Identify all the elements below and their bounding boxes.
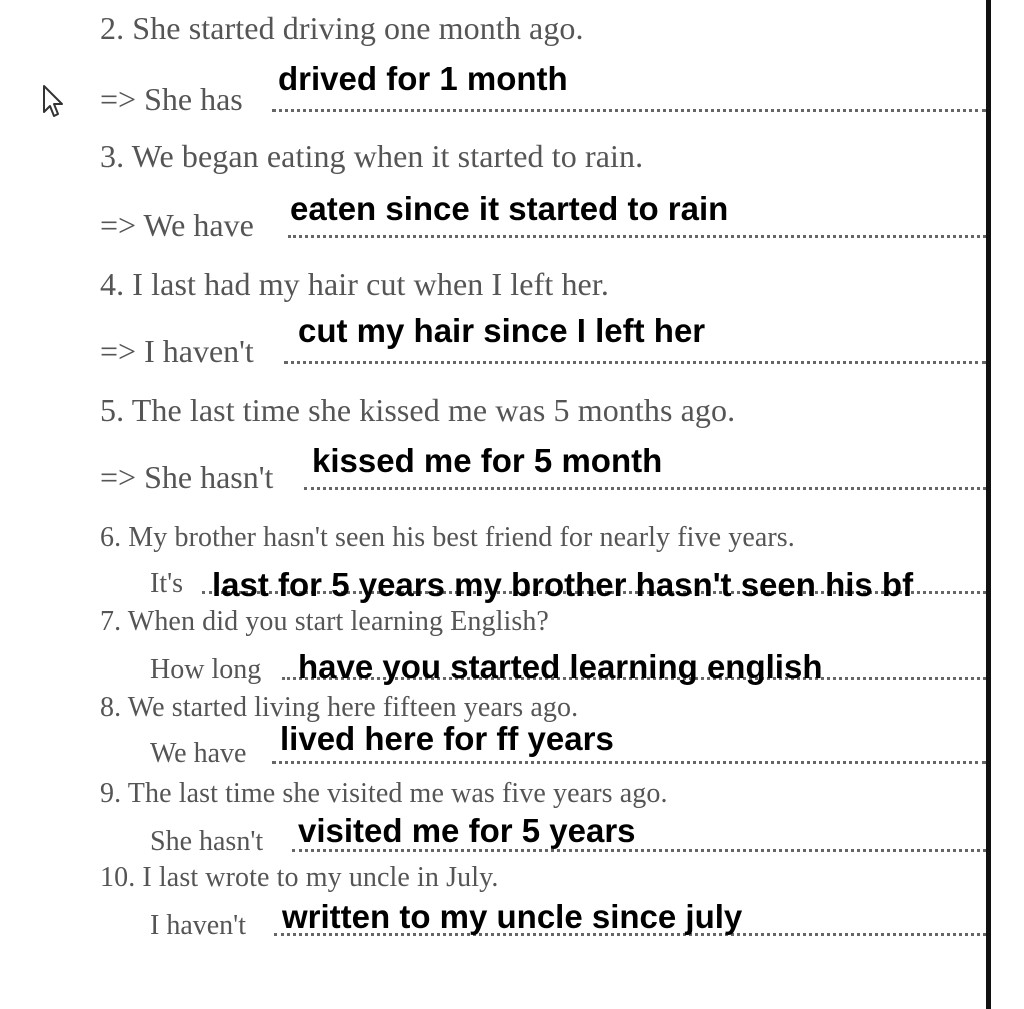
- question-4: 4. I last had my hair cut when I left her.: [100, 266, 609, 302]
- answer-line-5: [100, 442, 986, 496]
- page-edge-divider: [986, 0, 991, 1009]
- answer-text-4[interactable]: cut my hair since I left her: [298, 312, 706, 349]
- answer-line-8: [150, 720, 986, 770]
- answer-text-8[interactable]: lived here for ff years: [280, 720, 614, 757]
- answer-line-7: [150, 644, 986, 686]
- answer-prefix-9: She hasn't: [150, 826, 264, 857]
- answer-text-10[interactable]: written to my uncle since july: [282, 898, 743, 935]
- question-5: 5. The last time she kissed me was 5 months ago.: [100, 392, 736, 428]
- question-10: 10. I last wrote to my uncle in July.: [100, 862, 499, 893]
- answer-prefix-3: => We have: [100, 207, 254, 243]
- answer-text-3[interactable]: eaten since it started to rain: [290, 190, 729, 227]
- answer-blank-4: [284, 361, 986, 364]
- answer-line-10: [150, 900, 986, 942]
- question-3: 3. We began eating when it started to rain.: [100, 138, 644, 174]
- question-7: 7. When did you start learning English?: [100, 606, 549, 637]
- answer-line-2: [100, 60, 986, 118]
- question-2: 2. She started driving one month ago.: [100, 10, 584, 46]
- answer-prefix-6: It's: [150, 568, 184, 599]
- mouse-pointer-icon: [42, 84, 64, 118]
- answer-blank-8: [272, 761, 986, 764]
- answer-text-2[interactable]: drived for 1 month: [278, 60, 568, 97]
- answer-prefix-10: I haven't: [150, 910, 247, 941]
- answer-line-3: [100, 190, 986, 244]
- answer-text-5[interactable]: kissed me for 5 month: [312, 442, 663, 479]
- answer-text-6[interactable]: last for 5 years my brother hasn't seen his bf: [212, 566, 914, 603]
- answer-prefix-7: How long: [150, 654, 262, 685]
- answer-prefix-2: => She has: [100, 81, 243, 117]
- answer-prefix-5: => She hasn't: [100, 459, 274, 495]
- answer-line-9: [150, 812, 986, 858]
- question-8: 8. We started living here fifteen years ago.: [100, 692, 579, 723]
- answer-text-7[interactable]: have you started learning english: [298, 648, 823, 685]
- answer-blank-3: [288, 235, 986, 238]
- answer-prefix-4: => I haven't: [100, 333, 254, 369]
- answer-text-9[interactable]: visited me for 5 years: [298, 812, 636, 849]
- answer-blank-9: [292, 849, 986, 852]
- question-9: 9. The last time she visited me was five years ago.: [100, 778, 668, 809]
- answer-line-4: [100, 312, 986, 370]
- answer-line-6: [150, 558, 986, 603]
- question-6: 6. My brother hasn't seen his best friend for nearly five years.: [100, 522, 795, 553]
- answer-blank-2: [272, 109, 986, 112]
- answer-blank-5: [304, 487, 986, 490]
- answer-prefix-8: We have: [150, 738, 247, 769]
